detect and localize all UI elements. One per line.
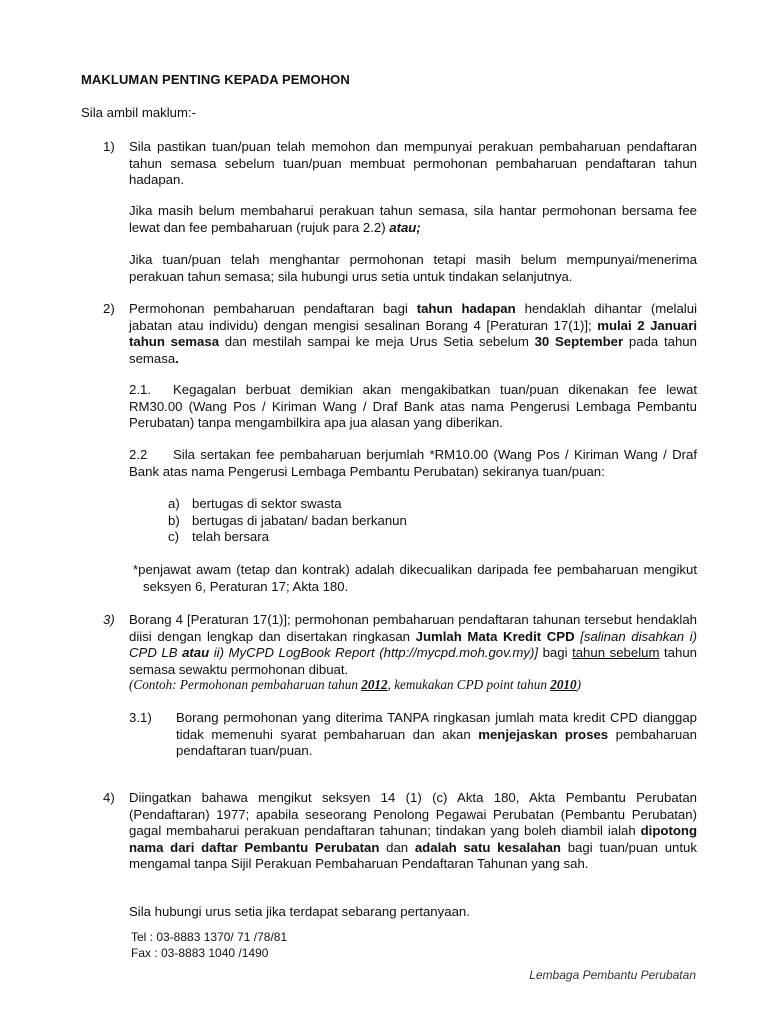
item-3-text-f: bagi bbox=[538, 645, 573, 661]
item-2-2-paragraph bbox=[129, 447, 697, 480]
item-2-text-a: Permohonan pembaharuan pendaftaran bagi bbox=[129, 301, 417, 316]
item-2-2-label: 2.2 bbox=[129, 447, 148, 462]
item-3-italic-c: [salinan disahkan i) CPD LB bbox=[129, 628, 698, 661]
item-3-underline-g: tahun sebelum bbox=[572, 645, 660, 661]
item-2-text-c: hendaklah dihantar (melalui jabatan atau individu) dengan mengisi sesalinan Borang 4 [Peraturan 17(1)]; bbox=[129, 301, 697, 333]
item-2-2-list bbox=[168, 496, 407, 546]
item-3-example-3: ) bbox=[576, 677, 582, 692]
item-3-text-a: Borang 4 [Peraturan 17(1)]; permohonan pembaharuan pendaftaran tahunan tersebut hendaklah diisi dengan lengkap dan disertakan ringkasan bbox=[129, 612, 697, 644]
list-text: bertugas di jabatan/ badan berkanun bbox=[192, 512, 407, 528]
item-2-text-e: dan mestilah sampai ke meja Urus Setia sebelum bbox=[219, 334, 535, 350]
item-1-paragraph-2 bbox=[129, 203, 697, 236]
item-1-paragraph-3: Jika tuan/puan telah menghantar permohonan tetapi masih belum mempunyai/menerima perakuan tahun semasa; sila hubungi urus setia untuk tindakan selanjutnya. bbox=[129, 252, 697, 284]
item-2-note bbox=[133, 562, 697, 595]
item-4-text-e: bagi tuan/puan untuk mengamal tanpa Sijil Perakuan Pembaharuan Pendaftaran Tahunan yang sah. bbox=[129, 839, 697, 872]
item-3-example-1: (Contoh: Permohonan pembaharuan tahun bbox=[129, 677, 362, 692]
item-3-1-bold-b: menjejaskan proses bbox=[478, 726, 609, 742]
item-1-number: 1) bbox=[103, 139, 115, 154]
item-4-text-a: Diingatkan bahawa mengikut seksyen 14 (1) (c) Akta 180, Akta Pembantu Perubatan (Pendaftaran) 1977; apabila seseorang Penolong Pegawai Perubatan (Pembantu Perubatan) gagal membaharui perakuan pendaftaran tahunan; tindakan yang boleh diambil ialah bbox=[129, 790, 697, 839]
list-item bbox=[168, 529, 407, 546]
item-3-example-year-1: 2012 bbox=[361, 677, 388, 692]
item-3-1-label: 3.1) bbox=[129, 710, 152, 725]
item-2-1-paragraph bbox=[129, 382, 697, 432]
item-2-bold-d: mulai 2 Januari tahun semasa bbox=[129, 317, 697, 350]
item-4-bold-b: dipotong nama dari daftar Pembantu Perubatan bbox=[129, 823, 697, 855]
item-3-1-text-c: pembaharuan pendaftaran tuan/puan. bbox=[176, 726, 697, 759]
item-2-bold-f: 30 September bbox=[534, 334, 624, 350]
item-2-2-text: Sila sertakan fee pembaharuan berjumlah *RM10.00 (Wang Pos / Kiriman Wang / Draf Bank atas nama Pengerusi Lembaga Pembantu Perubatan) sekiranya tuan/puan: bbox=[129, 447, 697, 479]
contact-tel: Tel : 03-8883 1370/ 71 /78/81 bbox=[131, 930, 288, 944]
item-2-bold-h: . bbox=[175, 350, 179, 366]
item-4-paragraph bbox=[129, 790, 697, 873]
intro-text: Sila ambil maklum:- bbox=[81, 105, 197, 120]
item-3-bolditalic-d: atau bbox=[182, 645, 210, 661]
footer-organization: Lembaga Pembantu Perubatan bbox=[529, 968, 696, 982]
item-3-bold-b: Jumlah Mata Kredit CPD bbox=[415, 628, 575, 644]
list-marker: b) bbox=[168, 512, 180, 528]
contact-info bbox=[131, 929, 287, 961]
item-1-p2-emphasis: atau; bbox=[389, 219, 421, 235]
item-4-number: 4) bbox=[103, 790, 115, 805]
list-marker: a) bbox=[168, 496, 180, 511]
item-3-example-2: , kemukakan CPD point tahun bbox=[387, 677, 551, 692]
item-2-number: 2) bbox=[103, 301, 115, 316]
contact-fax: Fax : 03-8883 1040 /1490 bbox=[131, 946, 269, 960]
list-item bbox=[168, 513, 407, 530]
list-item bbox=[168, 496, 407, 513]
page-title: MAKLUMAN PENTING KEPADA PEMOHON bbox=[81, 72, 350, 87]
item-3-example-year-2: 2010 bbox=[550, 677, 577, 692]
item-4-bold-d: adalah satu kesalahan bbox=[414, 839, 561, 855]
item-3-italic-e: ii) MyCPD LogBook Report (http://mycpd.moh.gov.my)] bbox=[209, 645, 539, 661]
item-3-text-h: tahun semasa sewaktu permohonan dibuat. bbox=[129, 645, 698, 677]
item-2-1-text: Kegagalan berbuat demikian akan mengakibatkan tuan/puan dikenakan fee lewat RM30.00 (Wang Pos / Kiriman Wang / Draf Bank atas nama Pengerusi Lembaga Pembantu Perubatan) tanpa mengambilkira apa jua alasan yang diberikan. bbox=[129, 382, 697, 431]
item-3-1-paragraph bbox=[176, 710, 697, 760]
closing-text: Sila hubungi urus setia jika terdapat sebarang pertanyaan. bbox=[129, 904, 470, 919]
item-2-bold-b: tahun hadapan bbox=[416, 301, 516, 316]
item-3-number: 3) bbox=[103, 612, 115, 627]
item-2-note-text: *penjawat awam (tetap dan kontrak) adalah dikecualikan daripada fee pembaharuan mengikut seksyen 6, Peraturan 17; Akta 180. bbox=[133, 562, 697, 594]
item-3-paragraph bbox=[129, 612, 697, 678]
item-1-paragraph-1: Sila pastikan tuan/puan telah memohon dan mempunyai perakuan pembaharuan pendaftaran tahun semasa sebelum tuan/puan membuat permohonan pembaharuan pendaftaran tahun hadapan. bbox=[129, 139, 697, 188]
item-1-p2-text: Jika masih belum membaharui perakuan tahun semasa, sila hantar permohonan bersama fee lewat dan fee pembaharuan (rujuk para 2.2) bbox=[129, 203, 697, 235]
item-2-text-g: pada tahun semasa bbox=[129, 334, 697, 366]
item-2-1-label: 2.1. bbox=[129, 382, 151, 397]
list-marker: c) bbox=[168, 529, 179, 545]
item-3-1-text-a: Borang permohonan yang diterima TANPA ringkasan jumlah mata kredit CPD dianggap tidak memenuhi syarat pembaharuan dan akan bbox=[176, 710, 697, 742]
list-text: telah bersara bbox=[192, 529, 269, 545]
list-text: bertugas di sektor swasta bbox=[192, 496, 342, 511]
item-3-example bbox=[129, 677, 697, 694]
item-4-text-c: dan bbox=[379, 839, 415, 855]
item-2-paragraph bbox=[129, 301, 697, 367]
